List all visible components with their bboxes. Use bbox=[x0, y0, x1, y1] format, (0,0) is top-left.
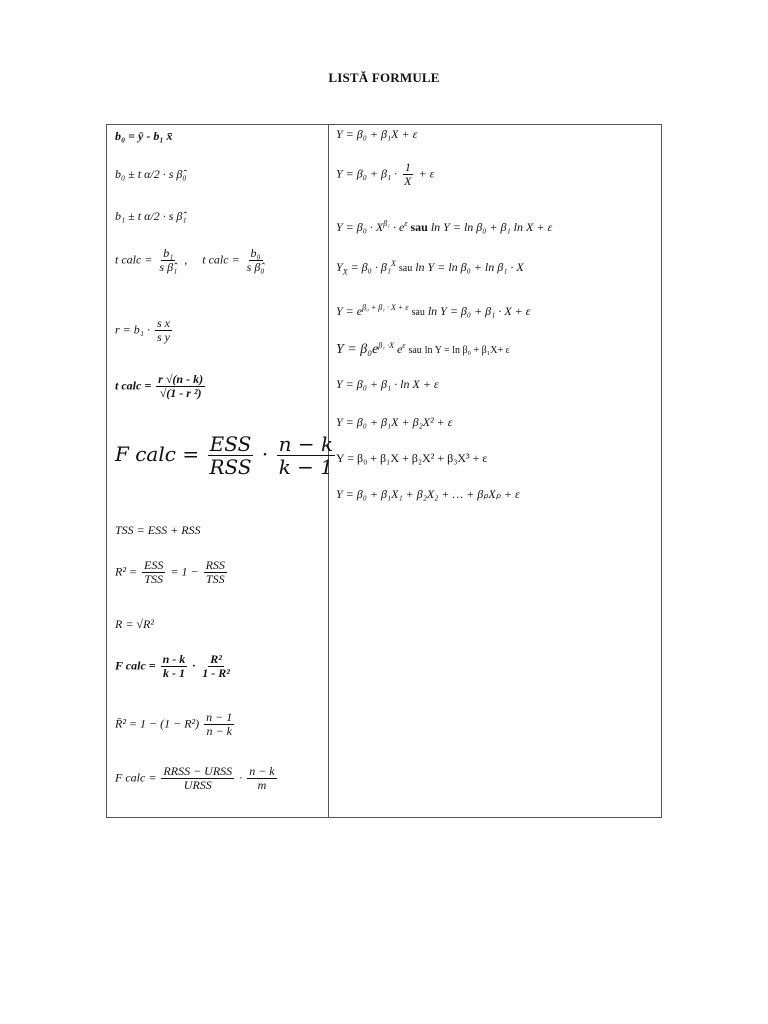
t-calc-b1-fraction bbox=[157, 247, 179, 274]
model-power-part-a: Y = β₀ · X bbox=[336, 220, 384, 234]
page-title: LISTĂ FORMULE bbox=[328, 70, 440, 85]
model-exponential-part-a: Y bbox=[336, 260, 343, 274]
model-reciprocal bbox=[336, 161, 434, 188]
model-exp-linear-sau: sau bbox=[411, 307, 425, 318]
model-multiple: Y = β₀ + β₁X₁ + β₂X₂ + … + βₚXₚ + ε bbox=[336, 487, 520, 501]
fraction-numerator: n − 1 bbox=[206, 710, 233, 724]
formula-adjusted-r-squared bbox=[115, 711, 236, 738]
formula-table bbox=[106, 124, 662, 818]
model-linear: Y = β₀ + β₁X + ε bbox=[336, 127, 418, 141]
model-exp-growth-part-a: Y = β₀e bbox=[336, 342, 379, 357]
f-calc-restricted-dot: · bbox=[239, 770, 243, 785]
model-exponential-exponent: X bbox=[390, 259, 396, 268]
r-squared-fraction-1 bbox=[142, 559, 165, 586]
model-log-linear: Y = β₀ + β₁ · ln X + ε bbox=[336, 377, 439, 391]
fraction-denominator: URSS bbox=[183, 778, 212, 793]
fraction-denominator: k - 1 bbox=[162, 666, 185, 681]
model-reciprocal-rhs: + ε bbox=[418, 166, 435, 181]
t-calc-r-fraction bbox=[156, 373, 205, 400]
fraction-numerator: r √(n - k) bbox=[158, 372, 204, 386]
model-exp-linear-exponent: β₀ + β₁ · X + ε bbox=[362, 303, 409, 312]
model-exp-growth-exponent-2: ε bbox=[402, 341, 406, 350]
fraction-denominator: X bbox=[404, 174, 412, 189]
f-calc-dot: · bbox=[261, 442, 269, 466]
fraction-numerator: b₀ bbox=[250, 246, 261, 260]
fraction-numerator: n − k bbox=[249, 764, 275, 778]
model-power-sau: sau bbox=[410, 220, 428, 234]
model-cubic: Y = β₀ + β₁X + β₂X² + β₃X³ + ε bbox=[336, 451, 488, 465]
fraction-denominator: 1 - R² bbox=[202, 666, 230, 681]
fraction-denominator: s β̂₁ bbox=[159, 260, 178, 275]
f-calc-restricted-lhs: F calc = bbox=[115, 770, 157, 785]
t-calc-b1-lhs: t calc = bbox=[115, 252, 153, 267]
model-exponential-part-c: ln Y = ln β₀ + ln β₁ · X bbox=[415, 260, 524, 274]
formula-f-calc bbox=[115, 433, 337, 478]
t-calc-separator: , bbox=[184, 252, 188, 267]
t-calc-b0-lhs: t calc = bbox=[202, 252, 240, 267]
fraction-denominator: n − k bbox=[206, 724, 232, 739]
model-exp-linear-part-c: ln Y = β₀ + β₁ · X + ε bbox=[427, 304, 531, 318]
formula-r bbox=[115, 317, 174, 344]
model-exponential-subscript: X bbox=[342, 267, 348, 277]
fraction-numerator: RRSS − URSS bbox=[163, 764, 233, 778]
formula-f-calc-r2 bbox=[115, 653, 234, 680]
fraction-denominator: k − 1 bbox=[278, 455, 334, 479]
model-exp-growth-exponent: β₁ ·X bbox=[378, 341, 394, 350]
r-squared-fraction-2 bbox=[204, 559, 227, 586]
formula-r-root: R = √R² bbox=[115, 617, 154, 631]
model-power bbox=[336, 219, 552, 235]
model-exponential bbox=[336, 259, 524, 276]
fraction-numerator: ESS bbox=[209, 432, 252, 456]
model-reciprocal-fraction bbox=[402, 161, 413, 188]
model-reciprocal-lhs: Y = β₀ + β₁ · bbox=[336, 166, 398, 181]
r-lhs: r = b₁ · bbox=[115, 322, 150, 337]
f-calc-r2-fraction-1 bbox=[161, 653, 188, 680]
fraction-numerator: 1 bbox=[404, 160, 411, 174]
fraction-denominator: m bbox=[257, 778, 267, 793]
model-power-exponent-2: ε bbox=[404, 219, 408, 228]
r-squared-mid: = 1 − bbox=[170, 564, 199, 579]
f-calc-r2-lhs: F calc = bbox=[115, 658, 156, 673]
r-squared-lhs: R² = bbox=[115, 564, 138, 579]
model-exp-growth-sau: sau bbox=[408, 345, 422, 356]
formula-ci-b0: b₀ ± t α/2 · s β̂₀ bbox=[115, 167, 187, 181]
adjusted-r-squared-fraction bbox=[204, 711, 234, 738]
model-power-part-b: · e bbox=[393, 220, 405, 234]
f-calc-lhs: F calc = bbox=[115, 442, 200, 466]
fraction-denominator: s y bbox=[156, 330, 170, 345]
t-calc-r-lhs: t calc = bbox=[115, 378, 152, 393]
formula-ci-b1: b₁ ± t α/2 · s β̂₁ bbox=[115, 209, 187, 223]
formula-tss: TSS = ESS + RSS bbox=[115, 523, 201, 537]
f-calc-restricted-fraction-2 bbox=[247, 765, 276, 792]
f-calc-fraction-1 bbox=[207, 433, 253, 478]
fraction-denominator: √(1 - r ²) bbox=[159, 386, 202, 401]
model-quadratic: Y = β₀ + β₁X + β₂X² + ε bbox=[336, 415, 453, 429]
formula-f-calc-restricted bbox=[115, 765, 279, 792]
fraction-denominator: TSS bbox=[205, 572, 225, 587]
f-calc-restricted-fraction-1 bbox=[161, 765, 234, 792]
f-calc-r2-fraction-2 bbox=[200, 653, 232, 680]
fraction-denominator: RSS bbox=[209, 455, 252, 479]
r-fraction bbox=[155, 317, 172, 344]
model-exp-linear bbox=[336, 303, 530, 319]
model-exp-linear-part-a: Y = e bbox=[336, 304, 363, 318]
fraction-numerator: n − k bbox=[278, 432, 334, 456]
fraction-numerator: s x bbox=[156, 316, 170, 330]
formula-b0: b₀ = ȳ - b₁ x̄ bbox=[115, 129, 173, 143]
f-calc-fraction-2 bbox=[277, 433, 335, 478]
model-exp-growth bbox=[336, 341, 510, 358]
fraction-numerator: ESS bbox=[144, 558, 164, 572]
model-exp-growth-part-b: e bbox=[396, 342, 403, 356]
fraction-numerator: n - k bbox=[162, 652, 186, 666]
t-calc-b0-fraction bbox=[245, 247, 267, 274]
fraction-denominator: TSS bbox=[144, 572, 164, 587]
model-exp-growth-part-c: ln Y = ln β₀ + β₁X+ ε bbox=[424, 345, 510, 356]
fraction-numerator: RSS bbox=[205, 558, 225, 572]
f-calc-r2-dot: · bbox=[192, 658, 196, 673]
fraction-numerator: b₁ bbox=[163, 246, 174, 260]
formula-t-calc-r bbox=[115, 373, 207, 400]
model-power-part-c: ln Y = ln β₀ + β₁ ln X + ε bbox=[430, 220, 553, 234]
model-power-exponent: β₁ bbox=[383, 219, 391, 228]
formula-r-squared bbox=[115, 559, 229, 586]
adjusted-r-squared-lhs: R̄² = 1 − (1 − R²) bbox=[115, 716, 200, 731]
fraction-numerator: R² bbox=[210, 652, 222, 666]
model-exponential-sau: sau bbox=[398, 263, 413, 274]
fraction-denominator: s β̂₀ bbox=[246, 260, 265, 275]
formula-t-calc-b bbox=[115, 247, 269, 274]
model-exponential-part-b: = β₀ · β₁ bbox=[350, 260, 391, 274]
